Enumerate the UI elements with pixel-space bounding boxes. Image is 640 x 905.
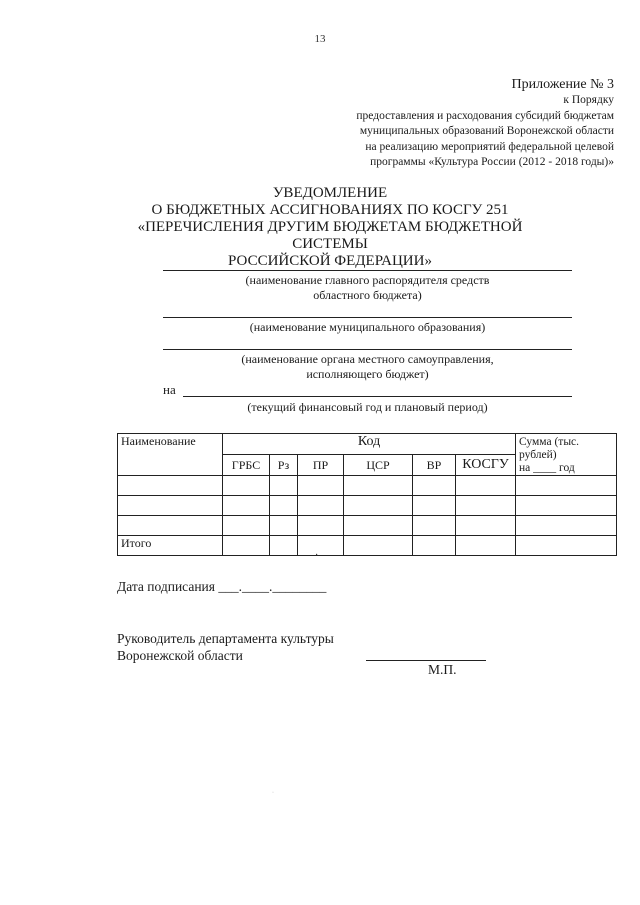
table-cell[interactable] — [413, 496, 456, 516]
authority-blank-line — [163, 349, 572, 350]
page-number: 13 — [314, 33, 326, 45]
appendix-title: Приложение № 3 — [511, 77, 614, 92]
table-row — [118, 476, 617, 496]
sum-header — [516, 434, 617, 476]
table-cell[interactable] — [344, 536, 413, 556]
table-cell[interactable] — [413, 476, 456, 496]
title-line: О БЮДЖЕТНЫХ АССИГНОВАНИЯХ ПО КОСГУ 251 — [151, 202, 509, 218]
table-total-row — [118, 536, 617, 556]
caption-line: (наименование органа местного самоуправления, — [241, 352, 494, 366]
table-cell[interactable] — [456, 516, 516, 536]
municipality-caption: (наименование муниципального образования) — [249, 320, 486, 334]
col-rz: Рз — [270, 455, 298, 476]
table-row — [118, 496, 617, 516]
caption-line: областного бюджета) — [313, 288, 422, 302]
table-cell[interactable] — [298, 536, 344, 556]
name-header: Наименование — [118, 434, 223, 476]
appendix-line: к Порядку — [563, 94, 614, 106]
table-cell[interactable] — [270, 536, 298, 556]
table-cell[interactable] — [298, 476, 344, 496]
table-cell[interactable] — [413, 536, 456, 556]
table-cell[interactable] — [223, 496, 270, 516]
caption-line: (наименование главного распорядителя средств — [245, 273, 490, 287]
municipality-blank-line — [163, 317, 572, 318]
grbs-blank-line — [163, 270, 572, 271]
table-cell[interactable] — [516, 476, 617, 496]
table-cell[interactable] — [223, 516, 270, 536]
period-caption: (текущий финансовый год и плановый период) — [247, 400, 488, 414]
authority-caption — [163, 352, 572, 382]
table-header-row — [118, 434, 617, 455]
sum-header-line: Сумма (тыс. — [519, 436, 580, 448]
table-cell[interactable] — [516, 516, 617, 536]
table-cell[interactable] — [223, 476, 270, 496]
table-cell[interactable] — [118, 496, 223, 516]
table-cell[interactable] — [344, 516, 413, 536]
budget-table — [117, 433, 617, 556]
table-cell[interactable] — [298, 496, 344, 516]
code-header: Код — [223, 434, 516, 455]
table-cell[interactable] — [270, 476, 298, 496]
table-cell[interactable] — [413, 516, 456, 536]
signatory-line: Руководитель департамента культуры — [117, 631, 334, 646]
appendix-line: предоставления и расходования субсидий бюджетам — [356, 109, 614, 122]
scan-speck: · — [272, 790, 274, 796]
stray-mark: · — [315, 550, 319, 561]
stamp-label: М.П. — [428, 662, 457, 677]
table-cell[interactable] — [456, 476, 516, 496]
table-cell[interactable] — [516, 496, 617, 516]
title-line: РОССИЙСКОЙ ФЕДЕРАЦИИ» — [228, 253, 432, 269]
total-label: Итого — [118, 536, 223, 556]
col-grbs: ГРБС — [223, 455, 270, 476]
title-line: «ПЕРЕЧИСЛЕНИЯ ДРУГИМ БЮДЖЕТАМ БЮДЖЕТНОЙ СИСТЕМЫ — [137, 219, 523, 252]
sum-header-line: на ____ год — [519, 462, 575, 474]
signatory-title — [117, 630, 334, 664]
table-cell[interactable] — [344, 476, 413, 496]
grbs-caption — [163, 273, 572, 303]
sum-header-line: рублей) — [519, 449, 557, 461]
appendix-line: на реализацию мероприятий федеральной целевой — [365, 140, 614, 153]
col-vr: ВР — [413, 455, 456, 476]
table-cell[interactable] — [516, 536, 617, 556]
table-cell[interactable] — [223, 536, 270, 556]
col-kosgu: КОСГУ — [456, 455, 516, 476]
period-blank-line — [183, 396, 572, 397]
col-csr: ЦСР — [344, 455, 413, 476]
table-cell[interactable] — [456, 536, 516, 556]
signatory-line: Воронежской области — [117, 648, 243, 663]
table-cell[interactable] — [270, 516, 298, 536]
signing-date: Дата подписания ___.____.________ — [117, 579, 327, 594]
caption-line: исполняющего бюджет) — [306, 367, 429, 381]
col-pr: ПР — [298, 455, 344, 476]
table-cell[interactable] — [118, 516, 223, 536]
appendix-line: программы «Культура России (2012 - 2018 годы)» — [370, 156, 614, 168]
signature-line — [366, 660, 486, 661]
table-row — [118, 516, 617, 536]
table-cell[interactable] — [298, 516, 344, 536]
document-title — [100, 185, 560, 270]
appendix-line: муниципальных образований Воронежской области — [359, 125, 614, 137]
table-cell[interactable] — [270, 496, 298, 516]
period-prefix: на — [163, 382, 176, 397]
appendix-header — [356, 76, 614, 171]
table-cell[interactable] — [118, 476, 223, 496]
title-line: УВЕДОМЛЕНИЕ — [272, 185, 388, 201]
table-cell[interactable] — [456, 496, 516, 516]
table-cell[interactable] — [344, 496, 413, 516]
